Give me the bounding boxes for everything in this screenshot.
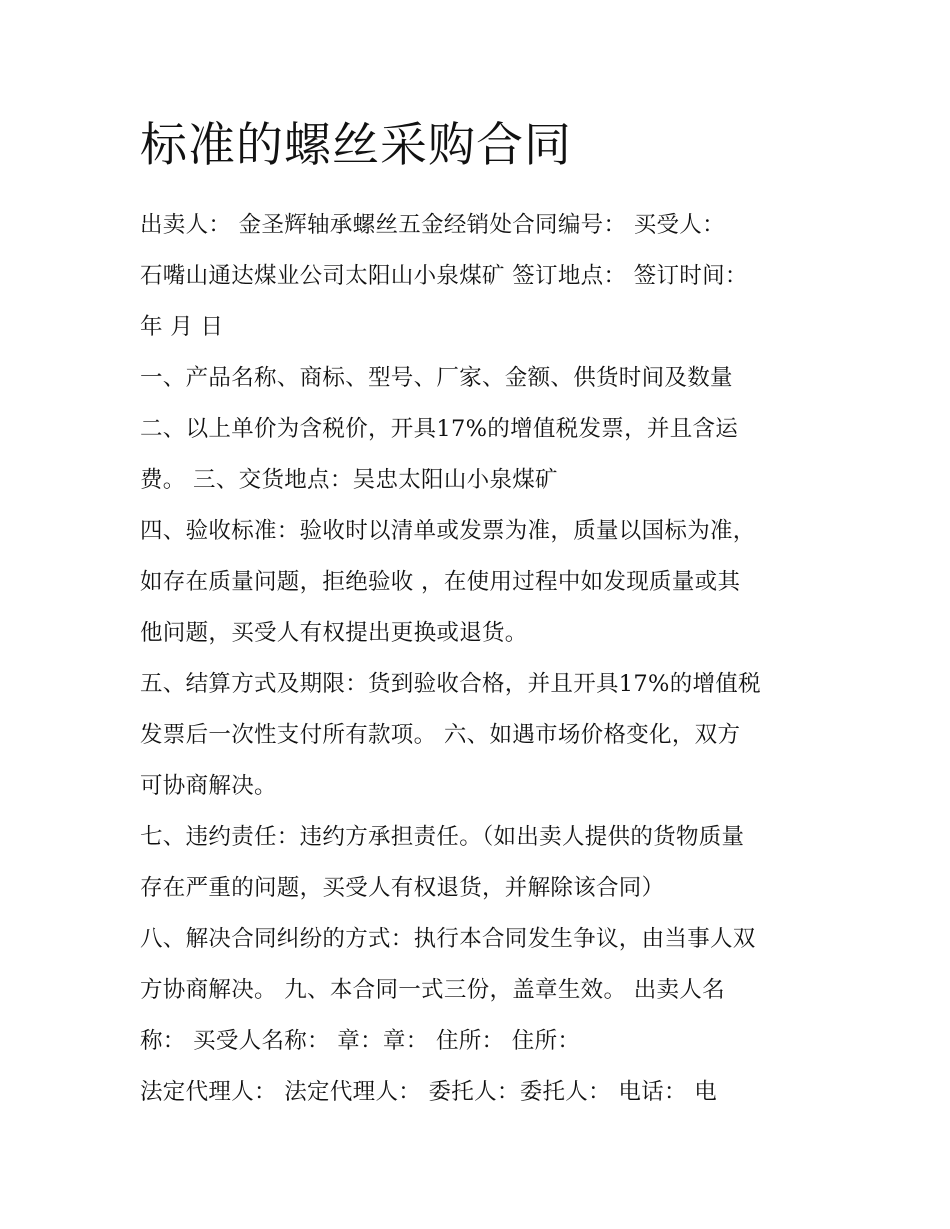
text-line-clause-7-end: 存在严重的问题，买受人有权退货，并解除该合同） [140,875,665,901]
text-line-clause-2: 二、以上单价为含税价，开具17%的增值税发票，并且含运 [140,416,739,442]
text-line-date: 年 月 日 [140,314,224,340]
text-line-clause-2-3: 费。 三、交货地点：吴忠太阳山小泉煤矿 [140,467,558,493]
text-line-seller-contract-buyer: 出卖人： 金圣辉轴承螺丝五金经销处合同编号： 买受人： [140,212,725,238]
text-line-clause-4: 四、验收标准：验收时以清单或发票为准，质量以国标为准， [140,518,756,544]
text-line-buyer-place-time: 石嘴山通达煤业公司太阳山小泉煤矿 签订地点： 签订时间： [140,263,748,289]
text-line-clause-4-cont: 如存在质量问题，拒绝验收 ，在使用过程中如发现质量或其 [140,569,741,595]
text-line-clause-5-6: 发票后一次性支付所有款项。 六、如遇市场价格变化，双方 [140,722,741,748]
text-line-clause-5: 五、结算方式及期限：货到验收合格，并且开具17%的增值税 [140,671,761,697]
text-line-clause-1: 一、产品名称、商标、型号、厂家、金额、供货时间及数量 [140,365,733,391]
document-body [140,200,830,1118]
text-line-clause-6-end: 可协商解决。 [140,773,277,799]
text-line-clause-8-9: 方协商解决。 九、本合同一式三份，盖章生效。 出卖人名 [140,977,725,1003]
text-line-clause-4-end: 他问题，买受人有权提出更换或退货。 [140,620,528,646]
text-line-signature-agents: 法定代理人： 法定代理人： 委托人：委托人： 电话： 电 [140,1079,718,1105]
text-line-clause-7: 七、违约责任：违约方承担责任。（如出卖人提供的货物质量 [140,824,745,850]
document-title: 标准的螺丝采购合同 [140,118,572,173]
text-line-signature-names: 称： 买受人名称： 章：章： 住所： 住所： [140,1028,581,1054]
text-line-clause-8: 八、解决合同纠纷的方式：执行本合同发生争议，由当事人双 [140,926,756,952]
